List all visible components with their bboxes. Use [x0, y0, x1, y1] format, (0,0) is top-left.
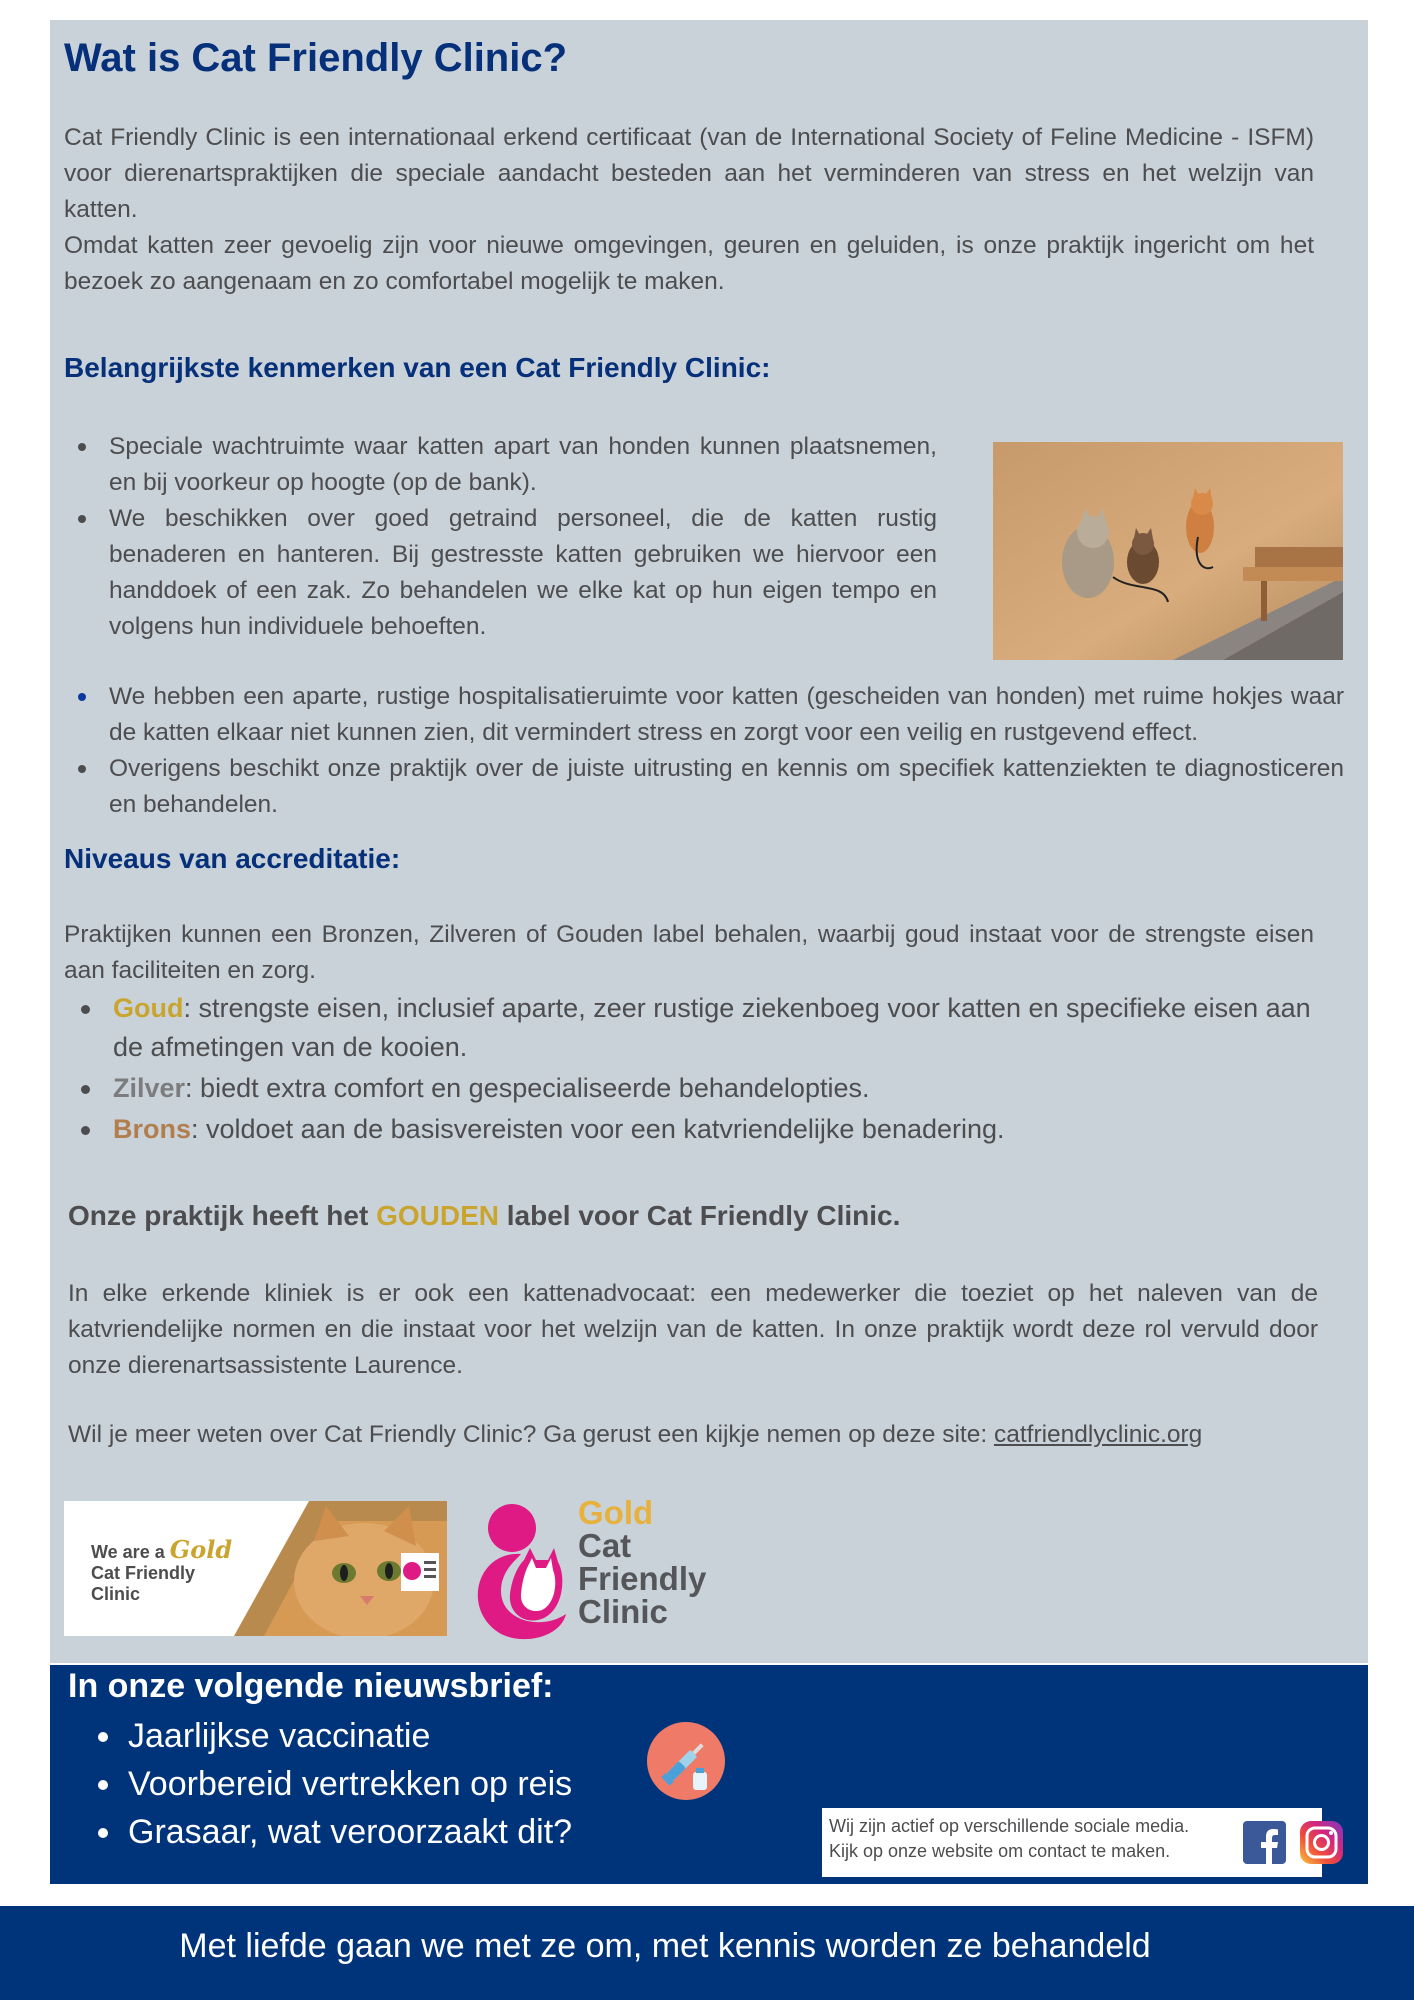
- accreditation-heading: Niveaus van accreditatie:: [64, 843, 401, 874]
- banner-gold: Gold: [169, 1535, 233, 1564]
- advocate-paragraph: In elke erkende kliniek is er ook een kattenadvocaat: een medewerker die toeziet op het naleven van de katvriendelijke normen en die instaat voor het welzijn van de katten. In onze praktijk wordt deze rol vervuld door onze dierenartsassistente Laurence.: [68, 1280, 1318, 1379]
- gold-cat-friendly-clinic-logo: [466, 1496, 736, 1641]
- newsletter-list: [68, 1712, 628, 1856]
- more-info-text: Wil je meer weten over Cat Friendly Clinic? Ga gerust een kijkje nemen op deze site:: [68, 1421, 994, 1448]
- list-item: Jaarlijkse vaccinatie: [68, 1712, 628, 1760]
- clinic-logo-icon: [466, 1496, 576, 1641]
- list-item: Speciale wachtruimte waar katten apart van honden kunnen plaatsnemen, en bij voorkeur op hoogte (op de bank).: [64, 429, 937, 501]
- level-gold-text: : strengste eisen, inclusief aparte, zeer rustige ziekenboeg voor katten en specifieke eisen aan de afmetingen van de kooien.: [113, 993, 1311, 1062]
- clinic-logo-line-2: Friendly: [578, 1560, 707, 1597]
- level-bronze-name: Brons: [113, 1114, 192, 1144]
- more-info-paragraph: [68, 1417, 1318, 1453]
- gold-clinic-banner: [64, 1501, 447, 1636]
- level-bronze: [64, 1110, 1324, 1149]
- level-silver: [64, 1069, 1324, 1108]
- social-text: [829, 1814, 1189, 1864]
- vaccine-icon: [647, 1722, 725, 1800]
- gold-statement: [68, 1200, 900, 1232]
- clinic-logo-line-3: Clinic: [578, 1593, 668, 1630]
- level-gold: [64, 989, 1324, 1067]
- features-heading: Belangrijkste kenmerken van een Cat Friendly Clinic:: [64, 352, 771, 383]
- list-item: Overigens beschikt onze praktijk over de juiste uitrusting en kennis om specifiek kattenziekten te diagnosticeren en behandelen.: [64, 751, 1344, 823]
- banner-text: [91, 1535, 233, 1605]
- intro-section: [64, 120, 1314, 300]
- banner-line-2: Cat Friendly: [91, 1563, 196, 1583]
- list-item: We hebben een aparte, rustige hospitalisatieruimte voor katten (gescheiden van honden) met ruime hokjes waar de katten elkaar niet kunnen zien, dit vermindert stress en zorgt voor een veilig en rustgevend effect.: [64, 679, 1344, 751]
- list-item: We beschikken over goed getraind personeel, die de katten rustig benaderen en hanteren. Bij gestresste katten gebruiken we hiervoor een handdoek of een zak. Zo behandelen we elke kat op hun eigen tempo en volgens hun individuele behoeften.: [64, 501, 937, 645]
- list-item: Voorbereid vertrekken op reis: [68, 1760, 628, 1808]
- accreditation-intro: Praktijken kunnen een Bronzen, Zilveren of Gouden label behalen, waarbij goud instaat voor de strengste eisen aan faciliteiten en zorg.: [64, 921, 1314, 984]
- level-silver-name: Zilver: [113, 1073, 186, 1103]
- social-line-2: Kijk op onze website om contact te maken.: [829, 1841, 1171, 1861]
- gold-statement-suffix: label voor Cat Friendly Clinic.: [498, 1200, 901, 1231]
- footer-slogan: Met liefde gaan we met ze om, met kennis worden ze behandeld: [179, 1927, 1151, 1965]
- gold-statement-prefix: Onze praktijk heeft het: [68, 1200, 377, 1231]
- level-bronze-text: : voldoet aan de basisvereisten voor een katvriendelijke benadering.: [191, 1114, 1005, 1144]
- level-silver-text: : biedt extra comfort en gespecialiseerde behandelopties.: [185, 1073, 870, 1103]
- page-title: Wat is Cat Friendly Clinic?: [64, 36, 568, 80]
- features-list-bottom: [64, 679, 1344, 823]
- accreditation-levels: [64, 989, 1324, 1151]
- social-line-1: Wij zijn actief op verschillende sociale media.: [829, 1816, 1190, 1836]
- cats-waiting-room-photo: [993, 442, 1343, 660]
- clinic-logo-text: [578, 1496, 706, 1628]
- intro-paragraph-1: Cat Friendly Clinic is een internationaal erkend certificaat (van de International Society of Feline Medicine - ISFM) voor dierenartspraktijken die speciale aandacht besteden aan het verminderen van stress en het welzijn van katten.: [64, 124, 1314, 223]
- facebook-icon[interactable]: [1243, 1821, 1286, 1864]
- level-gold-name: Goud: [113, 993, 184, 1023]
- intro-paragraph-2: Omdat katten zeer gevoelig zijn voor nieuwe omgevingen, geuren en geluiden, is onze praktijk ingericht om het bezoek zo aangenaam en zo comfortabel mogelijk te maken.: [64, 232, 1314, 295]
- gold-statement-highlight: GOUDEN: [376, 1200, 499, 1231]
- newsletter-title: In onze volgende nieuwsbrief:: [68, 1667, 554, 1705]
- clinic-logo-gold: Gold: [578, 1494, 654, 1531]
- features-list-top: [64, 429, 937, 645]
- instagram-icon[interactable]: [1300, 1821, 1343, 1864]
- banner-line-1: We are a: [91, 1542, 165, 1562]
- banner-line-3: Clinic: [91, 1584, 141, 1604]
- catfriendlyclinic-link[interactable]: catfriendlyclinic.org: [993, 1421, 1203, 1448]
- list-item: Grasaar, wat veroorzaakt dit?: [68, 1808, 628, 1856]
- clinic-logo-line-1: Cat: [578, 1527, 632, 1564]
